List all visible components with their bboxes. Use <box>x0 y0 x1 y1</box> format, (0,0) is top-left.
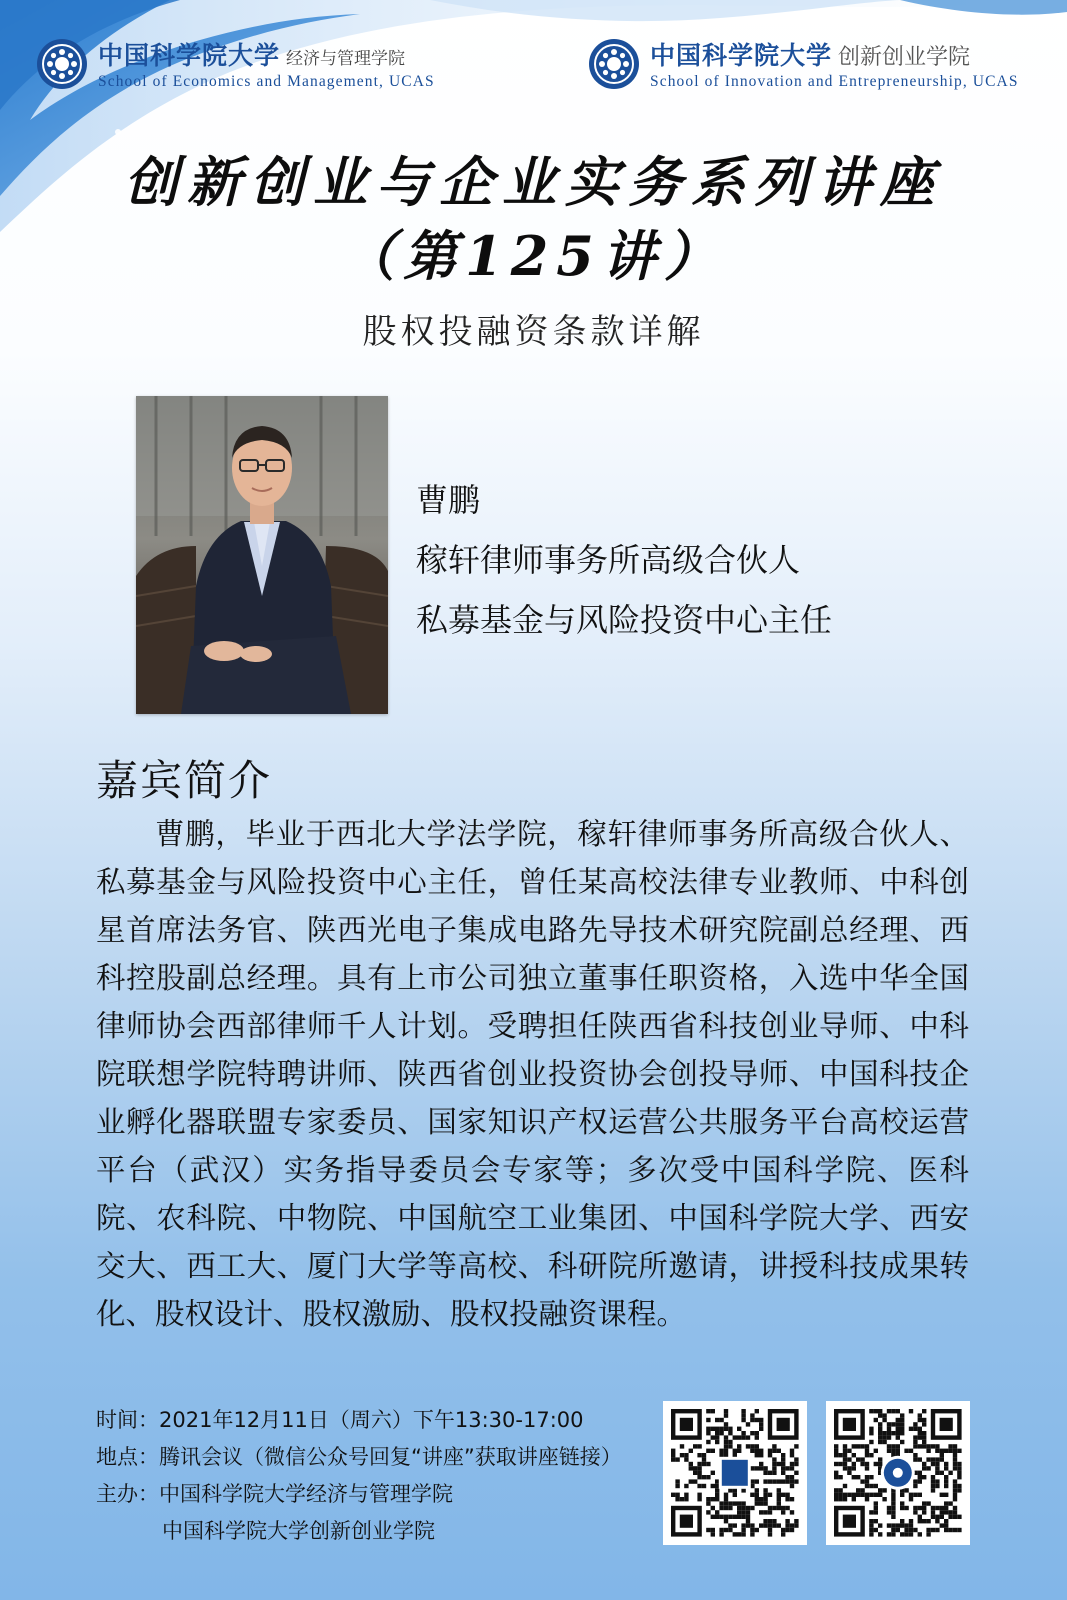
logo-en-name: School of Economics and Management, UCAS <box>98 73 435 90</box>
lecture-number: （第125讲） <box>341 224 726 288</box>
ucas-seal-icon <box>36 38 88 90</box>
logo-cn-school: 经济与管理学院 <box>286 49 406 69</box>
speaker-name: 曹鹏 <box>416 481 481 519</box>
speaker-photo <box>136 396 388 714</box>
innovation-entrepreneurship-logo <box>588 36 1019 91</box>
speaker-info <box>416 470 832 650</box>
qr-code-icon <box>663 1401 807 1545</box>
logo-cn-school: 创新创业学院 <box>838 45 971 70</box>
economics-management-logo <box>36 36 435 91</box>
event-time: 时间：2021年12月11日（周六）下午13:30-17:00 <box>96 1408 584 1432</box>
speaker-position-2: 私募基金与风险投资中心主任 <box>416 601 833 639</box>
lecture-series-title: 创新创业与企业实务系列讲座 <box>124 150 943 214</box>
speaker-position-1: 稼轩律师事务所高级合伙人 <box>416 541 801 579</box>
bio-text: 曹鹏，毕业于西北大学法学院，稼轩律师事务所高级合伙人、私募基金与风险投资中心主任，曾任某高校法律专业教师、中科创星首席法务官、陕西光电子集成电路先导技术研究院副总经理、西科控股副总经理。具有上市公司独立董事任职资格，入选中华全国律师协会西部律师千人计划。受聘担任陕西省科技创业导师、中科院联想学院特聘讲师、陕西省创业投资协会创投导师、中国科技企业孵化器联盟专家委员、国家知识产权运营公共服务平台高校运营平台（武汉）实务指导委员会专家等；多次受中国科学院、医科院、农科院、中物院、中国航空工业集团、中国科学院大学、西安交大、西工大、厦门大学等高校、科研院所邀请，讲授科技成果转化、股权设计、股权激励、股权投融资课程。 <box>96 817 969 1331</box>
bio-heading: 嘉宾简介 <box>96 756 273 805</box>
ucas-seal-icon <box>588 38 640 90</box>
event-place: 地点：腾讯会议（微信公众号回复“讲座”获取讲座链接） <box>96 1445 622 1469</box>
event-host-2: 中国科学院大学创新创业学院 <box>162 1519 435 1543</box>
logo-cn-name: 中国科学院大学 经济与管理学院 <box>98 41 406 70</box>
lecture-topic: 股权投融资条款详解 <box>362 312 705 352</box>
qr-code-icon <box>826 1401 970 1545</box>
event-info <box>96 1402 622 1550</box>
logo-cn-name: 中国科学院大学 创新创业学院 <box>650 41 971 70</box>
event-host-1: 主办：中国科学院大学经济与管理学院 <box>96 1482 453 1506</box>
logo-en-name: School of Innovation and Entrepreneurship, UCAS <box>650 73 1019 90</box>
